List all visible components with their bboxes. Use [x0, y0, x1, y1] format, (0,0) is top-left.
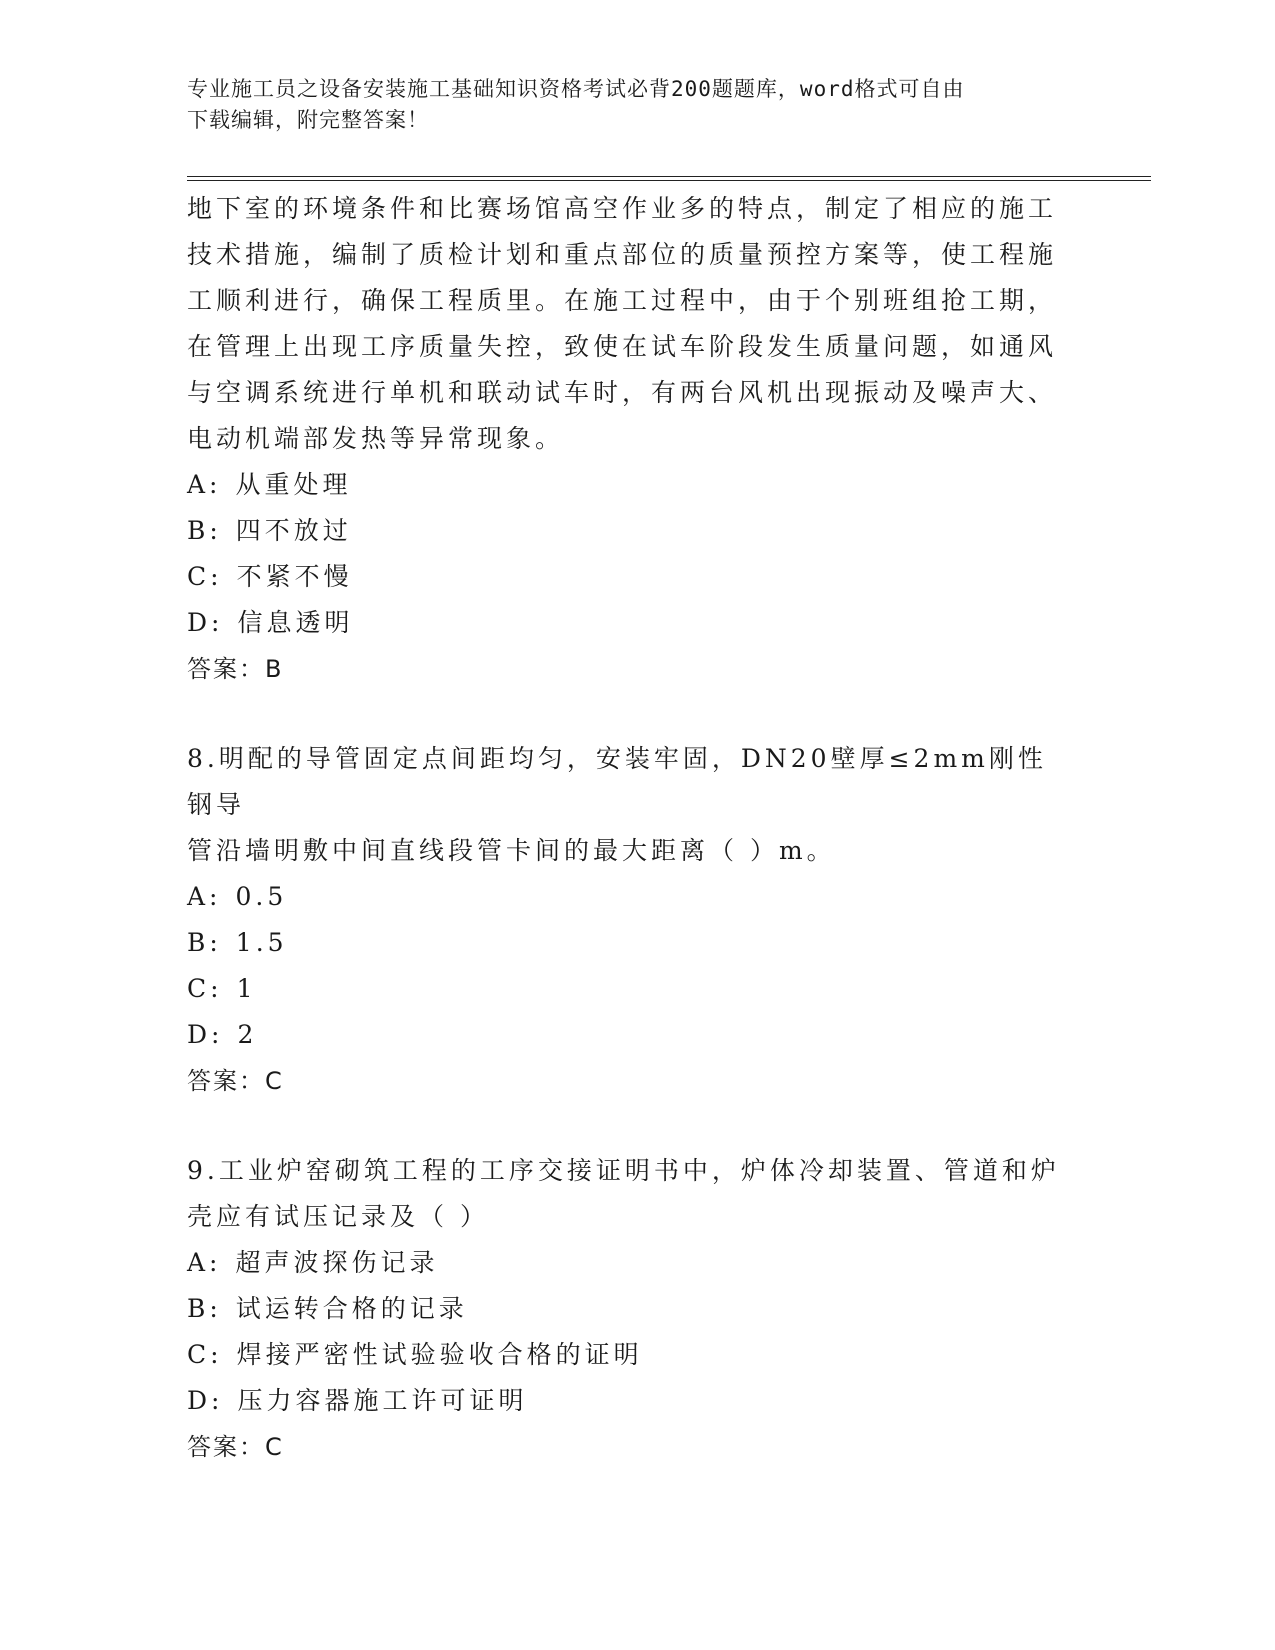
stem-line: 9.工业炉窑砌筑工程的工序交接证明书中，炉体冷却装置、管道和炉 [187, 1156, 1060, 1185]
option-text: 2 [237, 1020, 258, 1049]
stem-line: 壳应有试压记录及（ ） [187, 1202, 489, 1231]
option-text: 焊接严密性试验验收合格的证明 [236, 1340, 643, 1369]
option-letter: D: [187, 1020, 224, 1049]
option-letter: C: [187, 1340, 223, 1369]
option-letter: D: [187, 608, 224, 637]
question-stem [187, 186, 1067, 462]
answer-line: 答案：C [187, 1433, 284, 1461]
option-letter: B: [187, 1294, 222, 1323]
option-b [187, 508, 1067, 554]
option-letter: B: [187, 928, 222, 957]
option-c [187, 966, 1067, 1012]
option-text: 1 [236, 974, 257, 1003]
header-line-1: 专业施工员之设备安装施工基础知识资格考试必背200题题库，word格式可自由 [187, 77, 965, 101]
option-text: 从重处理 [235, 470, 352, 499]
stem-line: 电动机端部发热等异常现象。 [187, 424, 565, 453]
option-b [187, 1286, 1067, 1332]
header-double-rule [187, 176, 1151, 181]
option-text: 四不放过 [235, 516, 352, 545]
question-8 [187, 736, 1067, 1104]
stem-line: 地下室的环境条件和比赛场馆高空作业多的特点，制定了相应的施工 [187, 194, 1058, 223]
option-a [187, 1240, 1067, 1286]
question-stem [187, 1148, 1067, 1240]
option-letter: D: [187, 1386, 224, 1415]
stem-line: 管沿墙明敷中间直线段管卡间的最大距离（ ）m。 [187, 836, 836, 865]
option-text: 0.5 [235, 882, 288, 911]
option-c [187, 554, 1067, 600]
option-text: 压力容器施工许可证明 [237, 1386, 528, 1415]
option-text: 试运转合格的记录 [235, 1294, 468, 1323]
stem-line: 与空调系统进行单机和联动试车时，有两台风机出现振动及噪声大、 [187, 378, 1058, 407]
question-spacer [187, 692, 1067, 736]
header-line-2: 下载编辑，附完整答案！ [187, 108, 429, 132]
document-header [187, 74, 1067, 136]
option-a [187, 462, 1067, 508]
option-text: 超声波探伤记录 [235, 1248, 439, 1277]
question-spacer [187, 1104, 1067, 1148]
option-text: 信息透明 [237, 608, 354, 637]
question-stem [187, 736, 1067, 874]
question-7 [187, 186, 1067, 692]
option-d [187, 600, 1067, 646]
option-text: 1.5 [235, 928, 288, 957]
option-letter: C: [187, 562, 223, 591]
option-letter: A: [187, 1248, 222, 1277]
option-letter: C: [187, 974, 223, 1003]
answer-line: 答案：C [187, 1067, 284, 1095]
stem-line: 8.明配的导管固定点间距均匀，安装牢固，DN20壁厚≤2mm刚性钢导 [187, 744, 1047, 819]
option-letter: A: [187, 882, 222, 911]
option-d [187, 1378, 1067, 1424]
option-d [187, 1012, 1067, 1058]
stem-line: 工顺利进行，确保工程质里。在施工过程中，由于个别班组抢工期， [187, 286, 1058, 315]
stem-line: 在管理上出现工序质量失控，致使在试车阶段发生质量问题，如通风 [187, 332, 1058, 361]
option-letter: A: [187, 470, 222, 499]
option-c [187, 1332, 1067, 1378]
option-a [187, 874, 1067, 920]
question-9 [187, 1148, 1067, 1470]
answer-line: 答案：B [187, 655, 284, 683]
stem-line: 技术措施，编制了质检计划和重点部位的质量预控方案等，使工程施 [187, 240, 1058, 269]
option-letter: B: [187, 516, 222, 545]
option-text: 不紧不慢 [236, 562, 353, 591]
question-list [187, 186, 1067, 1470]
option-b [187, 920, 1067, 966]
